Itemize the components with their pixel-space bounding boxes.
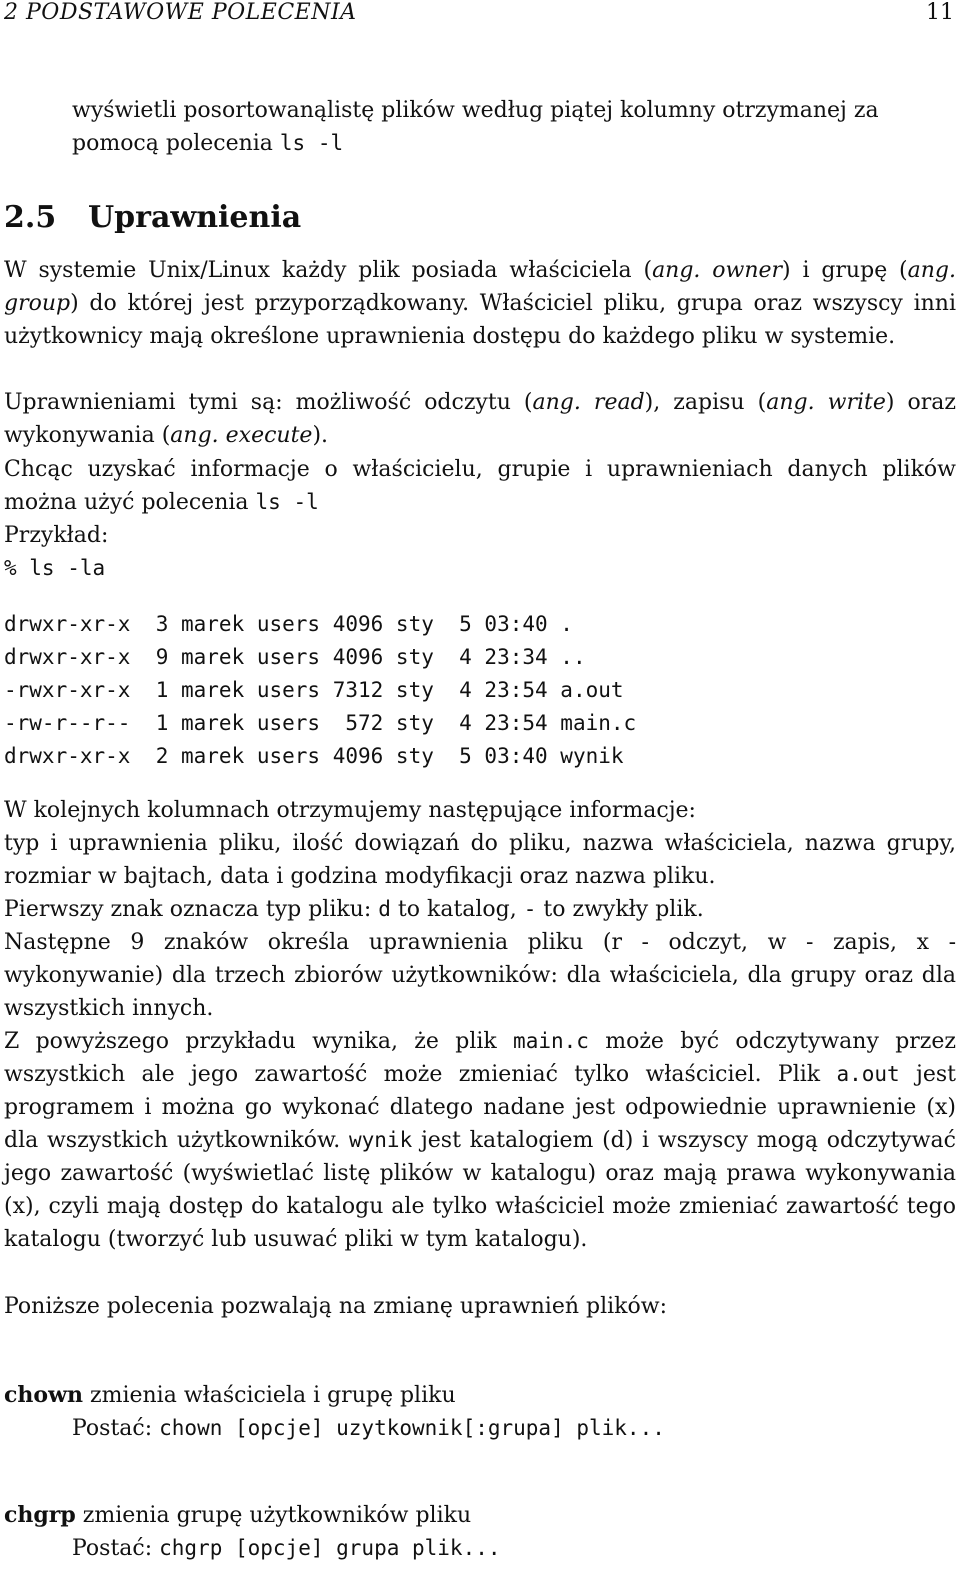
listing-row: -rw-r--r-- 1 marek users 572 sty 4 23:54 main.c [4, 711, 637, 735]
form-syntax: chown [opcje] uzytkownik[:grupa] plik... [159, 1416, 665, 1440]
form-label: Postać: [72, 1536, 160, 1561]
text: W systemie Unix/Linux każdy plik posiada właściciela ( [4, 258, 653, 283]
page-header [4, 0, 954, 30]
section-heading [4, 198, 301, 238]
text: ), zapisu ( [644, 390, 767, 415]
text: ). [312, 423, 329, 448]
command-form [4, 1412, 956, 1445]
italic-text: ang. read [532, 390, 645, 415]
command-chown [4, 1379, 956, 1445]
paragraph-commands-intro: Poniższe polecenia pozwalają na zmianę uprawnień plików: [4, 1294, 667, 1319]
text: może być odczytywany przez wszystkich ale jego zawartość może zmieniać tylko właściciel. Plik [4, 1029, 957, 1087]
intro-text: pomocą polecenia [72, 131, 280, 156]
text: ) oraz wykonywania ( [4, 390, 957, 448]
inline-code: wynik [349, 1128, 413, 1152]
intro-line: wyświetli posortowanąlistę plików według piątej kolumny otrzymanej za [72, 98, 879, 123]
text: W kolejnych kolumnach otrzymujemy następujące informacje: [4, 798, 696, 823]
paragraph-permissions [4, 386, 956, 452]
command-chgrp [4, 1499, 956, 1565]
listing-row: -rwxr-xr-x 1 marek users 7312 sty 4 23:54 a.out [4, 678, 624, 702]
ls-listing [4, 608, 944, 773]
command-name: chown [4, 1382, 83, 1408]
text: typ i uprawnienia pliku, ilość dowiązań do pliku, nazwa właściciela, nazwa grupy, rozmiar w bajtach, data i godzina modyfikacji oraz nazwa pliku. [4, 831, 956, 889]
example-command: % ls -la [4, 556, 106, 580]
command-desc: zmienia właściciela i grupę pliku [83, 1383, 456, 1408]
intro-paragraph [72, 94, 956, 160]
text: Z powyższego przykładu wynika, że plik [4, 1029, 514, 1054]
paragraph-columns [4, 794, 956, 893]
section-number: 2.5 [4, 200, 57, 235]
command-name: chgrp [4, 1502, 76, 1528]
form-label: Postać: [72, 1416, 160, 1441]
text: to katalog, [390, 897, 524, 922]
listing-row: drwxr-xr-x 2 marek users 4096 sty 5 03:40 wynik [4, 744, 624, 768]
listing-row: drwxr-xr-x 9 marek users 4096 sty 4 23:34 .. [4, 645, 586, 669]
italic-text: ang. group [4, 258, 957, 316]
italic-text: ang. owner [652, 258, 783, 283]
inline-code: main.c [513, 1029, 589, 1053]
text: to zwykły plik. [536, 897, 704, 922]
page-number: 11 [926, 0, 954, 25]
command-desc: zmienia grupę użytkowników pliku [75, 1503, 472, 1528]
section-title: Uprawnienia [88, 200, 302, 235]
text: ) do której jest przyporządkowany. Właściciel pliku, grupa oraz wszyscy inni użytkownicy mają określone uprawnienia dostępu do każdego pliku w systemie. [4, 291, 956, 349]
command-form [4, 1532, 956, 1565]
text: jest katalogiem (d) i wszyscy mogą odczytywać jego zawartość (wyświetlać listę plików w katalogu) oraz mają prawa wykonywania (x), czyli mają dostęp do katalogu ale tylko właściciel może zmieniać zawartość tego katalogu (tworzyć lub usuwać pliki w tym katalogu). [4, 1128, 956, 1252]
listing-row: drwxr-xr-x 3 marek users 4096 sty 5 03:40 . [4, 612, 573, 636]
paragraph-example-explanation [4, 1025, 956, 1256]
paragraph-ls-info [4, 453, 956, 519]
inline-code: - [523, 897, 537, 921]
italic-text: ang. execute [170, 423, 313, 448]
inline-code: ls -l [279, 131, 344, 155]
form-syntax: chgrp [opcje] grupa plik... [159, 1536, 501, 1560]
inline-code: a.out [836, 1062, 900, 1086]
text: jest programem i można go wykonać dlatego nadane jest odpowiednie uprawnienie (x) dla wszystkich użytkowników. [4, 1062, 956, 1153]
paragraph-ownership [4, 254, 956, 353]
text: ) i grupę ( [782, 258, 908, 283]
text: Uprawnieniami tymi są: możliwość odczytu ( [4, 390, 533, 415]
text: Pierwszy znak oznacza typ pliku: [4, 897, 379, 922]
inline-code: d [378, 897, 391, 921]
inline-code: ls -l [255, 490, 319, 514]
example-label: Przykład: [4, 523, 109, 548]
paragraph-next-chars: Następne 9 znaków określa uprawnienia pliku (r - odczyt, w - zapis, x - wykonywanie) dla trzech zbiorów użytkowników: dla właściciela, dla grupy oraz dla wszystkich innych. [4, 930, 956, 1021]
italic-text: ang. write [766, 390, 886, 415]
text: Chcąc uzyskać informacje o właścicielu, grupie i uprawnieniach danych plików można użyć polecenia [4, 457, 956, 515]
paragraph-first-char [4, 893, 956, 926]
section-header: 2 PODSTAWOWE POLECENIA [4, 0, 357, 25]
